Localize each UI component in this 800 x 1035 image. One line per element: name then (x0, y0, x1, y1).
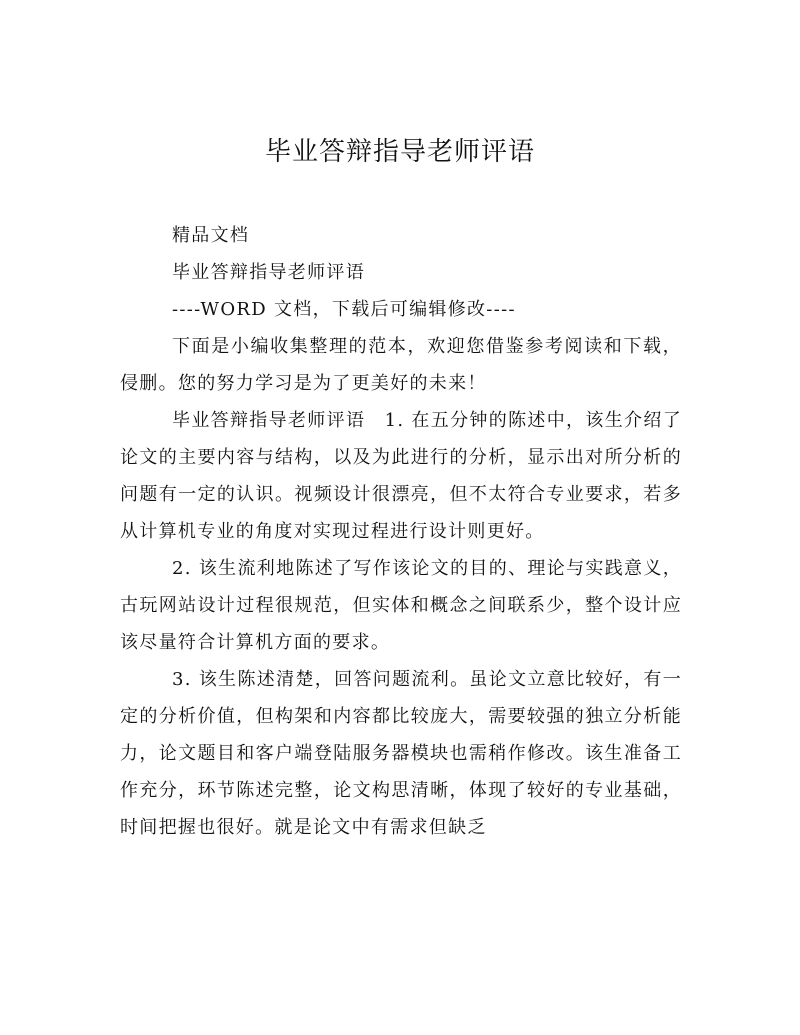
paragraph-subtitle: 毕业答辩指导老师评语 (172, 262, 365, 283)
paragraph-comment-1: 毕业答辩指导老师评语 1. 在五分钟的陈述中，该生介绍了论文的主要内容与结构，以及为此进行的分析，显示出对所分析的问题有一定的认识。视频设计很漂亮，但不太符合专业要求，若多从计算机专业的角度对实现过程进行设计则更好。 (120, 410, 682, 542)
paragraph-intro: 下面是小编收集整理的范本，欢迎您借鉴参考阅读和下载，侵删。您的努力学习是为了更美好的未来！ (120, 336, 682, 394)
document-title: 毕业答辩指导老师评语 (264, 137, 535, 167)
paragraph-label: 精品文档 (172, 225, 250, 246)
paragraph-comment-3: 3. 该生陈述清楚，回答问题流利。虽论文立意比较好，有一定的分析价值，但构架和内容都比较庞大，需要较强的独立分析能力，论文题目和客户端登陆服务器模块也需稍作修改。该生准备工作充分，环节陈述完整，论文构思清晰，体现了较好的专业基础，时间把握也很好。就是论文中有需求但缺乏 (120, 669, 682, 838)
document-body (120, 217, 682, 846)
paragraph-notice: ----WORD 文档，下载后可编辑修改---- (172, 299, 516, 320)
paragraph-comment-2: 2. 该生流利地陈述了写作该论文的目的、理论与实践意义，古玩网站设计过程很规范，但实体和概念之间联系少，整个设计应该尽量符合计算机方面的要求。 (120, 558, 682, 653)
